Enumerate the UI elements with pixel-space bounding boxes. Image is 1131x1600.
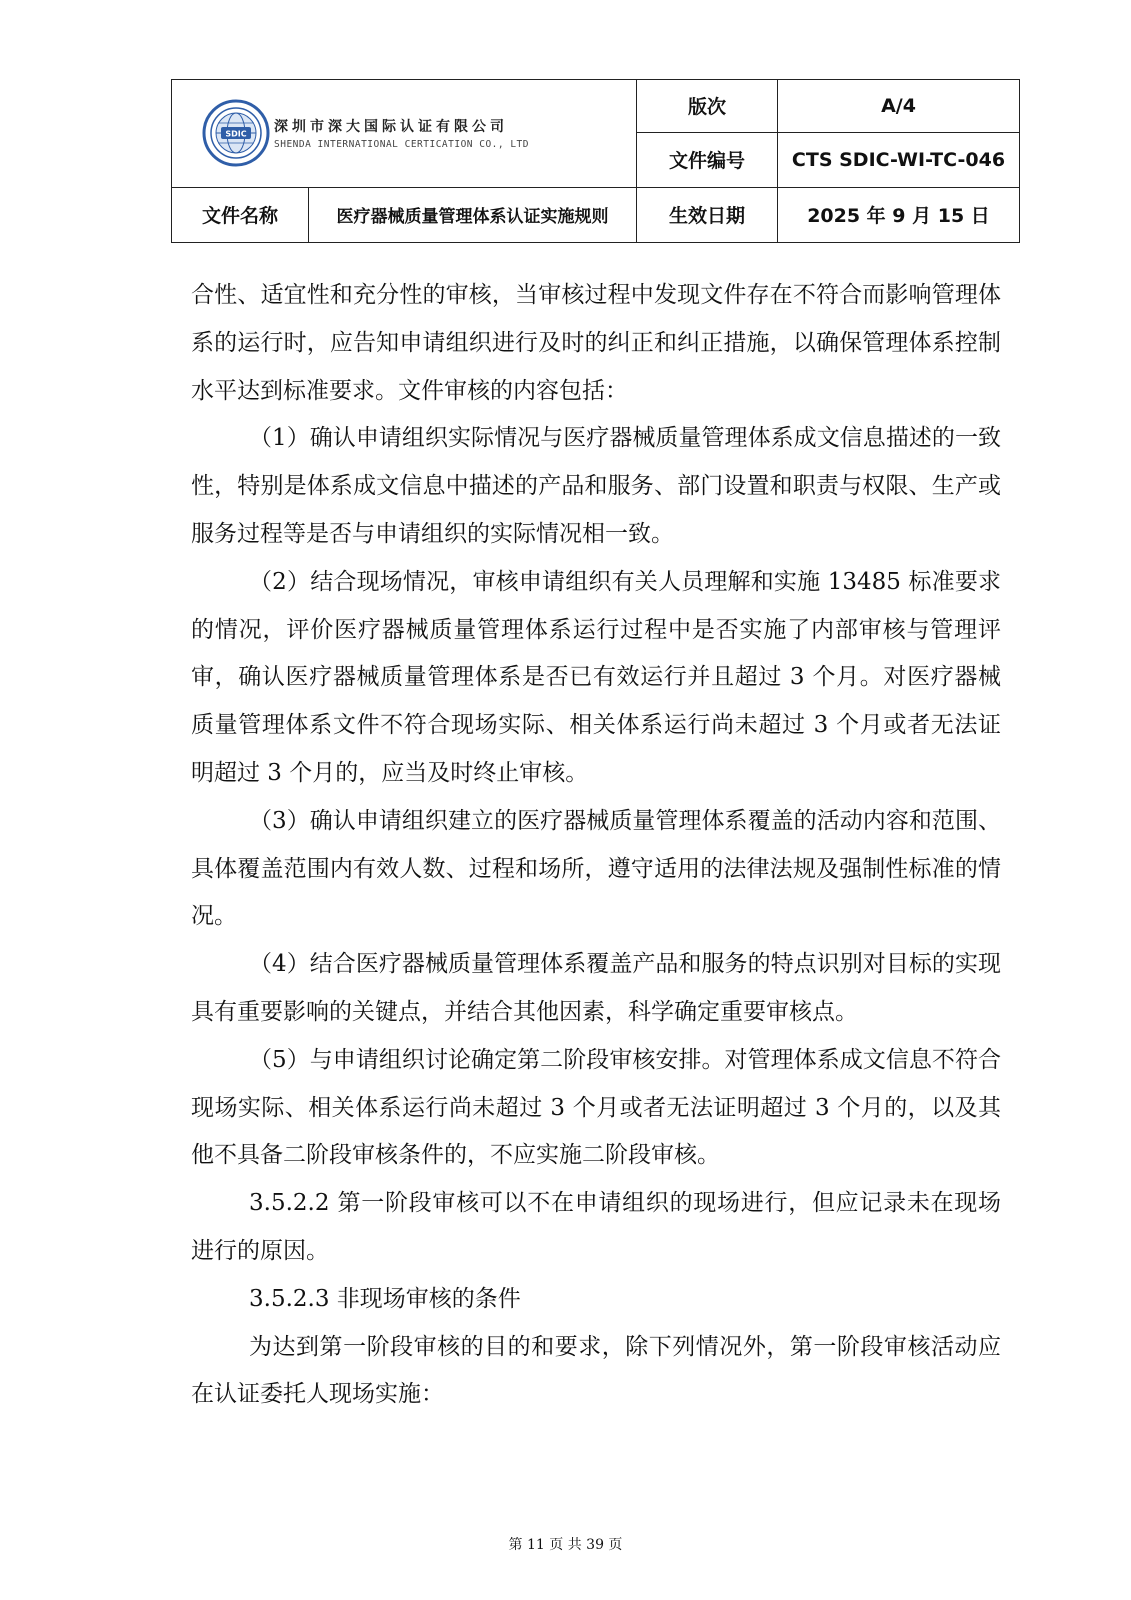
paragraph-continued: 合性、适宜性和充分性的审核，当审核过程中发现文件存在不符合而影响管理体系的运行时，应告知申请组织进行及时的纠正和纠正措施，以确保管理体系控制水平达到标准要求。文件审核的内容包括：	[191, 282, 1001, 404]
logo-text: SDIC	[225, 129, 247, 139]
doc-name-label: 文件名称	[172, 187, 309, 242]
effective-date-label: 生效日期	[637, 187, 778, 242]
doc-number-value: CTS SDIC-WI-TC-046	[778, 132, 1020, 187]
company-name-cn: 深圳市深大国际认证有限公司	[274, 119, 508, 136]
document-body	[191, 272, 1001, 1419]
sdic-logo-icon	[202, 99, 270, 167]
paragraph-item-4: （4）结合医疗器械质量管理体系覆盖产品和服务的特点识别对目标的实现具有重要影响的关键点，并结合其他因素，科学确定重要审核点。	[191, 951, 1001, 1025]
section-heading-3-5-2-3: 3.5.2.3 非现场审核的条件	[249, 1285, 521, 1312]
version-label: 版次	[637, 80, 778, 133]
paragraph-item-5: （5）与申请组织讨论确定第二阶段审核安排。对管理体系成文信息不符合现场实际、相关体系运行尚未超过 3 个月或者无法证明超过 3 个月的，以及其他不具备二阶段审核条件的，不应实施二阶段审核。	[191, 1046, 1001, 1169]
doc-name-value: 医疗器械质量管理体系认证实施规则	[309, 187, 637, 242]
paragraph-item-3: （3）确认申请组织建立的医疗器械质量管理体系覆盖的活动内容和范围、具体覆盖范围内有效人数、过程和场所，遵守适用的法律法规及强制性标准的情况。	[191, 807, 1001, 930]
paragraph-offsite-conditions: 为达到第一阶段审核的目的和要求，除下列情况外，第一阶段审核活动应在认证委托人现场实施：	[191, 1333, 1001, 1408]
effective-date-value: 2025 年 9 月 15 日	[778, 187, 1020, 242]
doc-number-label: 文件编号	[637, 132, 778, 187]
company-logo-cell	[172, 80, 637, 188]
paragraph-item-2: （2）结合现场情况，审核申请组织有关人员理解和实施 13485 标准要求的情况，评价医疗器械质量管理体系运行过程中是否实施了内部审核与管理评审，确认医疗器械质量管理体系是否已有效运行并且超过 3 个月。对医疗器械质量管理体系文件不符合现场实际、相关体系运行尚未超过 3 个月或者无法证明超过 3 个月的，应当及时终止审核。	[191, 568, 1001, 786]
document-header-table	[171, 79, 1020, 243]
page-number-footer: 第 11 页 共 39 页	[508, 1537, 623, 1553]
paragraph-3-5-2-2: 3.5.2.2 第一阶段审核可以不在申请组织的现场进行，但应记录未在现场进行的原因。	[191, 1190, 1001, 1264]
version-value: A/4	[778, 80, 1020, 133]
paragraph-item-1: （1）确认申请组织实际情况与医疗器械质量管理体系成文信息描述的一致性，特别是体系成文信息中描述的产品和服务、部门设置和职责与权限、生产或服务过程等是否与申请组织的实际情况相一致。	[191, 425, 1001, 547]
company-name-en: SHENDA INTERNATIONAL CERTICATION CO., LTD	[274, 139, 529, 151]
